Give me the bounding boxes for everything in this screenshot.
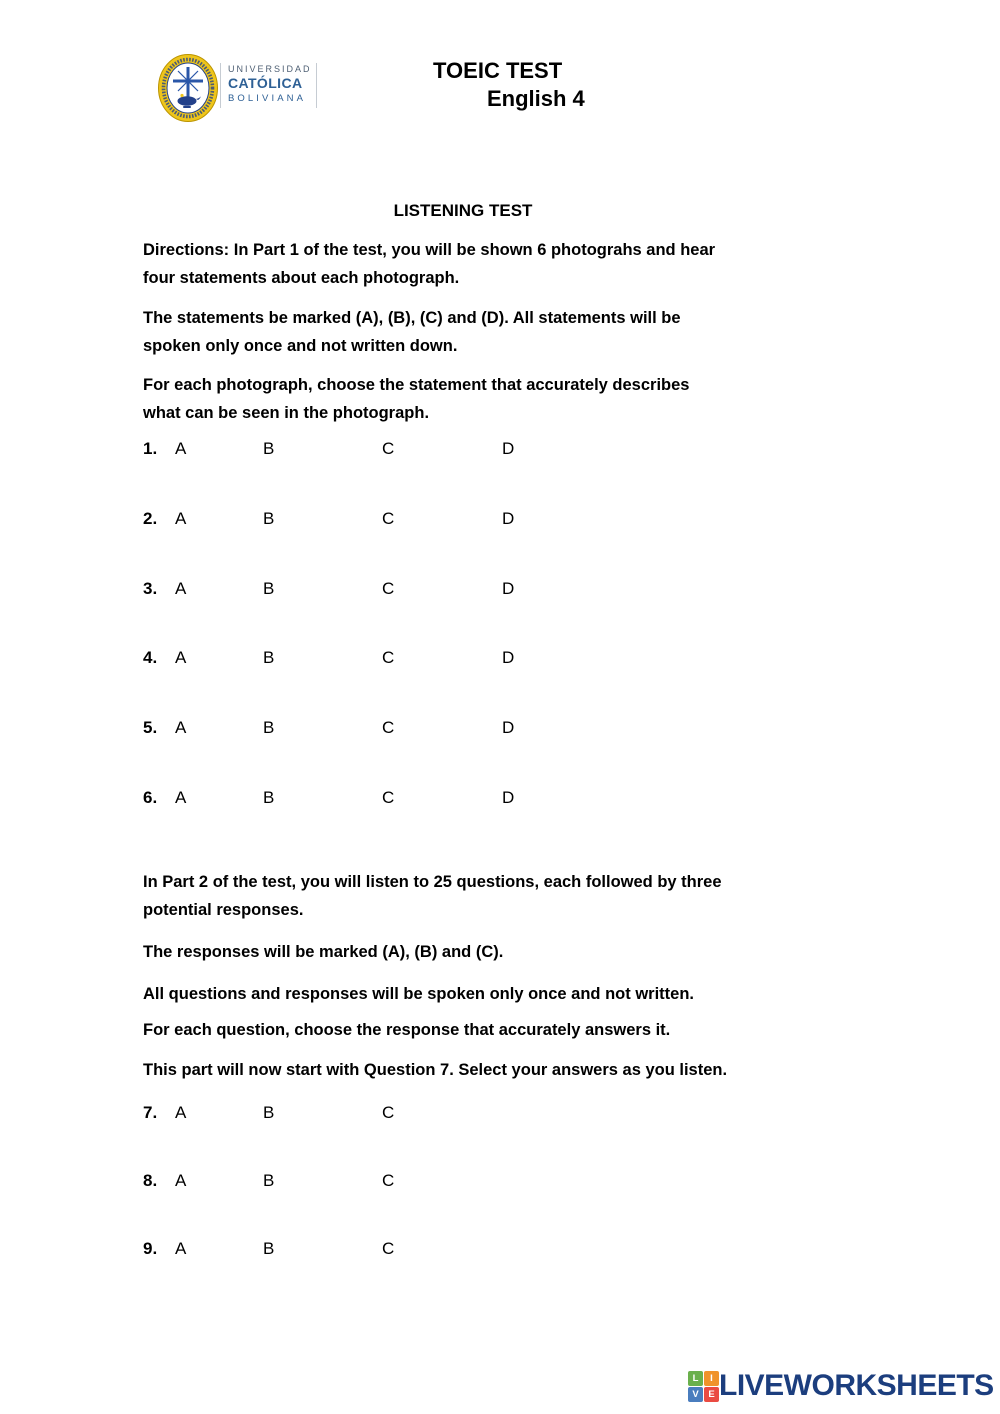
- directions-paragraph: [143, 304, 923, 360]
- directions-paragraph: [143, 371, 923, 427]
- directions-paragraph: [143, 980, 923, 1008]
- paragraph-line: In Part 2 of the test, you will listen to 25 questions, each followed by three: [143, 873, 722, 891]
- answer-option-c[interactable]: C: [382, 1103, 395, 1122]
- question-row-6: [143, 788, 583, 810]
- answer-option-d[interactable]: D: [502, 718, 515, 737]
- question-row-7: [143, 1103, 583, 1125]
- document-subtitle: English 4: [487, 86, 585, 111]
- header-divider: [220, 63, 221, 108]
- answer-option-a[interactable]: A: [175, 1239, 187, 1258]
- answer-option-a[interactable]: A: [175, 1103, 187, 1122]
- paragraph-line: The responses will be marked (A), (B) and (C).: [143, 943, 504, 961]
- question-number: 6.: [143, 788, 158, 807]
- answer-option-a[interactable]: A: [175, 648, 187, 667]
- question-number: 3.: [143, 579, 158, 598]
- liveworksheets-wordmark[interactable]: LIVEWORKSHEETS: [719, 1369, 994, 1402]
- answer-option-b[interactable]: B: [263, 579, 275, 598]
- question-number: 8.: [143, 1171, 158, 1190]
- answer-option-b[interactable]: B: [263, 788, 275, 807]
- answer-option-b[interactable]: B: [263, 509, 275, 528]
- directions-paragraph: [143, 236, 923, 292]
- paragraph-line: Directions: In Part 1 of the test, you will be shown 6 photograhs and hear: [143, 241, 716, 259]
- directions-paragraph: [143, 1016, 923, 1044]
- answer-option-c[interactable]: C: [382, 718, 395, 737]
- document-title: TOEIC TEST: [433, 58, 563, 83]
- answer-option-d[interactable]: D: [502, 579, 515, 598]
- answer-option-b[interactable]: B: [263, 1171, 275, 1190]
- liveworksheets-logo-icon[interactable]: [688, 1371, 719, 1402]
- answer-option-a[interactable]: A: [175, 1171, 187, 1190]
- logo-tile-i: I: [704, 1371, 719, 1386]
- answer-option-b[interactable]: B: [263, 718, 275, 737]
- paragraph-line: potential responses.: [143, 901, 304, 919]
- question-row-2: [143, 509, 583, 531]
- university-name-main: CATÓLICA: [228, 75, 303, 91]
- question-number: 4.: [143, 648, 158, 667]
- answer-option-c[interactable]: C: [382, 509, 395, 528]
- university-name: [228, 64, 323, 104]
- question-number: 2.: [143, 509, 158, 528]
- answer-option-b[interactable]: B: [263, 648, 275, 667]
- header-divider: [316, 63, 317, 108]
- directions-paragraph: [143, 938, 923, 966]
- university-seal-icon: [158, 54, 218, 122]
- directions-paragraph: [143, 1056, 923, 1084]
- paragraph-line: This part will now start with Question 7. Select your answers as you listen.: [143, 1061, 728, 1079]
- university-name-top: UNIVERSIDAD: [228, 64, 312, 74]
- answer-option-d[interactable]: D: [502, 509, 515, 528]
- answer-option-d[interactable]: D: [502, 439, 515, 458]
- question-number: 7.: [143, 1103, 158, 1122]
- paragraph-line: For each question, choose the response that accurately answers it.: [143, 1021, 671, 1039]
- answer-option-d[interactable]: D: [502, 648, 515, 667]
- answer-option-a[interactable]: A: [175, 509, 187, 528]
- question-row-1: [143, 439, 583, 461]
- answer-option-a[interactable]: A: [175, 718, 187, 737]
- answer-option-a[interactable]: A: [175, 788, 187, 807]
- paragraph-line: All questions and responses will be spoken only once and not written.: [143, 985, 695, 1003]
- answer-option-b[interactable]: B: [263, 1103, 275, 1122]
- answer-option-c[interactable]: C: [382, 788, 395, 807]
- logo-tile-v: V: [688, 1387, 703, 1402]
- answer-option-c[interactable]: C: [382, 579, 395, 598]
- answer-option-c[interactable]: C: [382, 439, 395, 458]
- question-row-9: [143, 1239, 583, 1261]
- section-heading: LISTENING TEST: [393, 201, 533, 220]
- answer-option-a[interactable]: A: [175, 439, 187, 458]
- question-row-3: [143, 579, 583, 601]
- answer-option-c[interactable]: C: [382, 1171, 395, 1190]
- answer-option-c[interactable]: C: [382, 648, 395, 667]
- answer-option-a[interactable]: A: [175, 579, 187, 598]
- paragraph-line: The statements be marked (A), (B), (C) and (D). All statements will be: [143, 309, 681, 327]
- question-row-8: [143, 1171, 583, 1193]
- question-number: 5.: [143, 718, 158, 737]
- answer-option-d[interactable]: D: [502, 788, 515, 807]
- directions-paragraph: [143, 868, 923, 924]
- answer-option-b[interactable]: B: [263, 439, 275, 458]
- paragraph-line: For each photograph, choose the statement that accurately describes: [143, 376, 690, 394]
- answer-option-c[interactable]: C: [382, 1239, 395, 1258]
- university-name-bottom: BOLIVIANA: [228, 93, 307, 104]
- question-number: 9.: [143, 1239, 158, 1258]
- question-row-5: [143, 718, 583, 740]
- paragraph-line: four statements about each photograph.: [143, 269, 460, 287]
- logo-tile-e: E: [704, 1387, 719, 1402]
- paragraph-line: spoken only once and not written down.: [143, 337, 458, 355]
- paragraph-line: what can be seen in the photograph.: [143, 404, 430, 422]
- answer-option-b[interactable]: B: [263, 1239, 275, 1258]
- question-number: 1.: [143, 439, 158, 458]
- logo-tile-l: L: [688, 1371, 703, 1386]
- question-row-4: [143, 648, 583, 670]
